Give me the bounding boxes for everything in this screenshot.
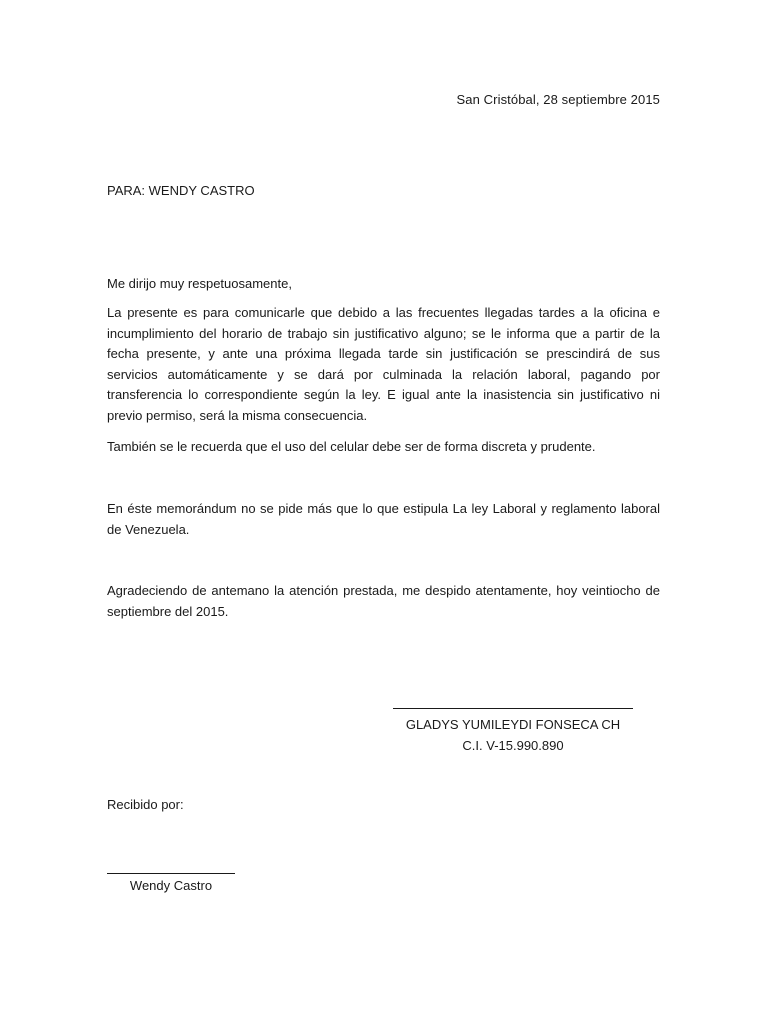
recipient-line: PARA: WENDY CASTRO — [107, 183, 255, 198]
received-by-name: Wendy Castro — [129, 878, 213, 893]
body-paragraph-2: También se le recuerda que el uso del celular debe ser de forma discreta y prudente. — [107, 439, 596, 454]
letter-date: San Cristóbal, 28 septiembre 2015 — [456, 92, 660, 107]
received-by-label: Recibido por: — [107, 797, 184, 812]
signature-line — [393, 708, 633, 709]
body-paragraph-4: Agradeciendo de antemano la atención prestada, me despido atentamente, hoy veintiocho de septiembre del 2015. — [107, 583, 660, 619]
greeting: Me dirijo muy respetuosamente, — [107, 276, 292, 291]
body-paragraph-3: En éste memorándum no se pide más que lo que estipula La ley Laboral y reglamento laboral de Venezuela. — [107, 501, 660, 537]
signature-block — [393, 714, 633, 756]
body-paragraph-1: La presente es para comunicarle que debido a las frecuentes llegadas tardes a la oficina e incumplimiento del horario de trabajo sin justificativo alguno; se le informa que a partir de la fecha presente, y ante una próxima llegada tarde sin justificación se prescindirá de sus servicios automáticamente y se dará por culminada la relación laboral, pagando por transferencia lo correspondiente según la ley. E igual ante la inasistencia sin justificativo ni previo permiso, será la misma consecuencia. — [107, 305, 660, 423]
signer-name: GLADYS YUMILEYDI FONSECA CH — [405, 717, 621, 732]
received-signature-line — [107, 873, 235, 874]
signer-id: C.I. V-15.990.890 — [462, 738, 564, 753]
